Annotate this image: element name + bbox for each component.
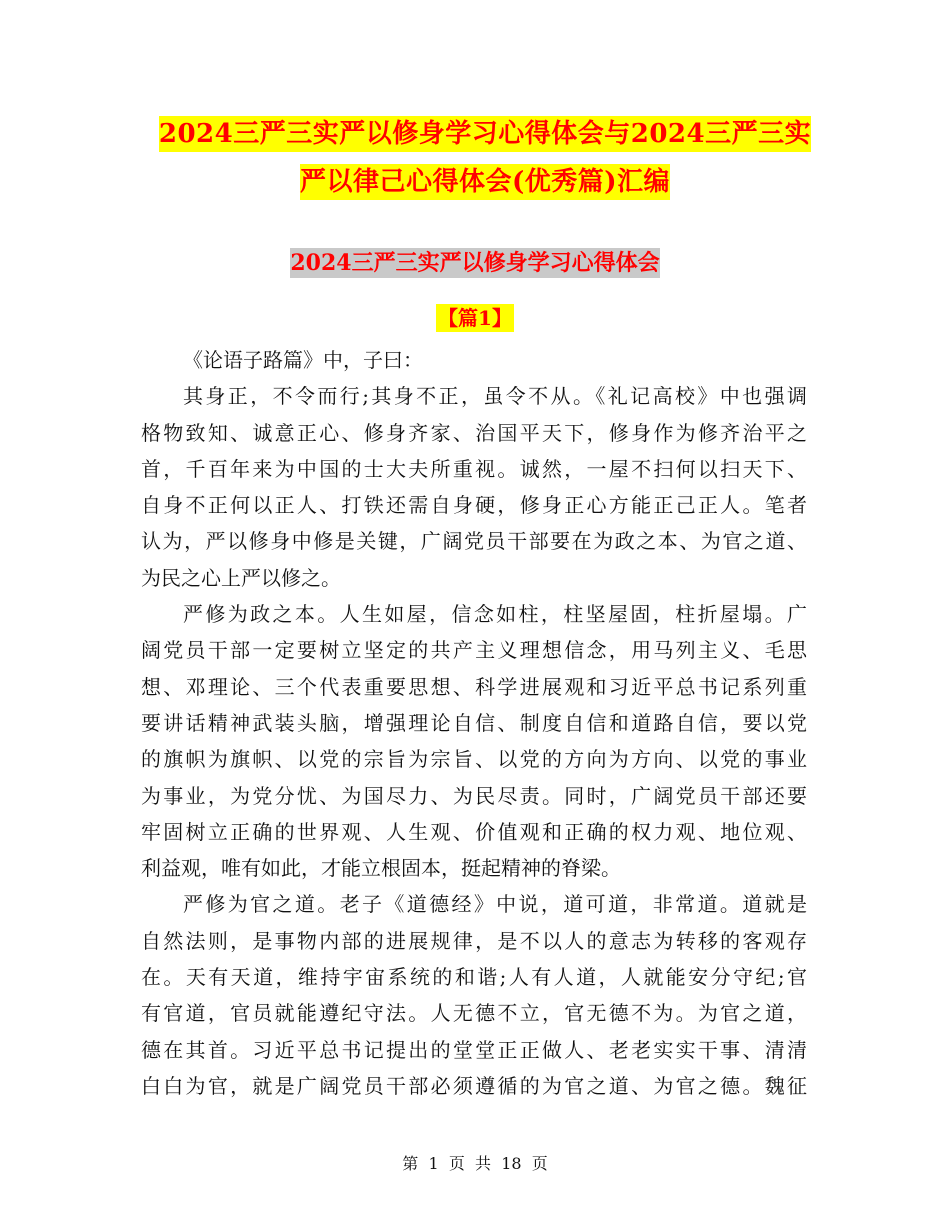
paragraph-2-line-4: 自身不正何以正人、打铁还需自身硬，修身正心方能正己正人。笔者 bbox=[141, 493, 807, 518]
paragraph-2-line-3: 首，千百年来为中国的士大夫所重视。诚然，一屋不扫何以扫天下、 bbox=[141, 456, 807, 481]
paragraph-3-line-2: 阔党员干部一定要树立坚定的共产主义理想信念，用马列主义、毛思 bbox=[141, 638, 807, 663]
section-title-text: 2024三严三实严以修身学习心得体会 bbox=[290, 250, 660, 276]
footer-total-pages: 18 bbox=[501, 1154, 522, 1173]
footer-total-prefix: 共 bbox=[475, 1154, 492, 1173]
paragraph-4-line-1: 严修为官之道。老子《道德经》中说，道可道，非常道。道就是 bbox=[183, 892, 807, 917]
footer-page-word: 页 bbox=[448, 1154, 465, 1173]
footer-suffix: 页 bbox=[531, 1154, 548, 1173]
paragraph-3-line-6: 为事业，为党分忧、为国尽力、为民尽责。同时，广阔党员干部还要 bbox=[141, 783, 807, 808]
paragraph-4-line-6: 白白为官，就是广阔党员干部必须遵循的为官之道、为官之德。魏征 bbox=[141, 1073, 807, 1098]
paragraph-3-line-5: 的旗帜为旗帜、以党的宗旨为宗旨、以党的方向为方向、以党的事业 bbox=[141, 747, 807, 772]
main-title-line-2: 严以律己心得体会(优秀篇)汇编 bbox=[300, 164, 670, 200]
paragraph-3-line-3: 想、邓理论、三个代表重要思想、科学进展观和习近平总书记系列重 bbox=[141, 674, 807, 699]
paragraph-4-line-2: 自然法则，是事物内部的进展规律，是不以人的意志为转移的客观存 bbox=[141, 928, 807, 953]
main-title-line-1: 2024三严三实严以修身学习心得体会与2024三严三实 bbox=[159, 116, 811, 152]
paragraph-4-line-5: 德在其首。习近平总书记提出的堂堂正正做人、老老实实干事、清清 bbox=[141, 1037, 807, 1062]
body-text bbox=[141, 342, 807, 1104]
paragraph-2-line-1: 其身正，不令而行;其身不正，虽令不从。《礼记高校》中也强调 bbox=[183, 384, 807, 409]
paragraph-4-line-3: 在。天有天道，维持宇宙系统的和谐;人有人道，人就能安分守纪;官 bbox=[141, 965, 807, 990]
main-title bbox=[140, 110, 830, 206]
footer-current-page: 1 bbox=[428, 1154, 439, 1173]
paragraph-3-line-7: 牢固树立正确的世界观、人生观、价值观和正确的权力观、地位观、 bbox=[141, 819, 807, 844]
paragraph-3-line-4: 要讲话精神武装头脑，增强理论自信、制度自信和道路自信，要以党 bbox=[141, 710, 807, 735]
paragraph-2-line-5: 认为，严以修身中修是关键，广阔党员干部要在为政之本、为官之道、 bbox=[141, 529, 807, 554]
footer-prefix: 第 bbox=[402, 1154, 419, 1173]
piece-label-text: 【篇1】 bbox=[438, 306, 512, 330]
paragraph-3-line-1: 严修为政之本。人生如屋，信念如柱，柱坚屋固，柱折屋塌。广 bbox=[183, 602, 807, 627]
paragraph-2-line-2: 格物致知、诚意正心、修身齐家、治国平天下，修身作为修齐治平之 bbox=[141, 420, 807, 445]
paragraph-1-line-1: 《论语子路篇》中，子曰： bbox=[183, 348, 423, 372]
paragraph-4-line-4: 有官道，官员就能遵纪守法。人无德不立，官无德不为。为官之道， bbox=[141, 1001, 807, 1026]
piece-label bbox=[140, 300, 810, 336]
paragraph-2-line-6: 为民之心上严以修之。 bbox=[141, 565, 341, 590]
page-footer bbox=[0, 1152, 950, 1176]
section-title bbox=[140, 246, 810, 280]
paragraph-3-line-8: 利益观，唯有如此，才能立根固本，挺起精神的脊梁。 bbox=[141, 856, 621, 881]
